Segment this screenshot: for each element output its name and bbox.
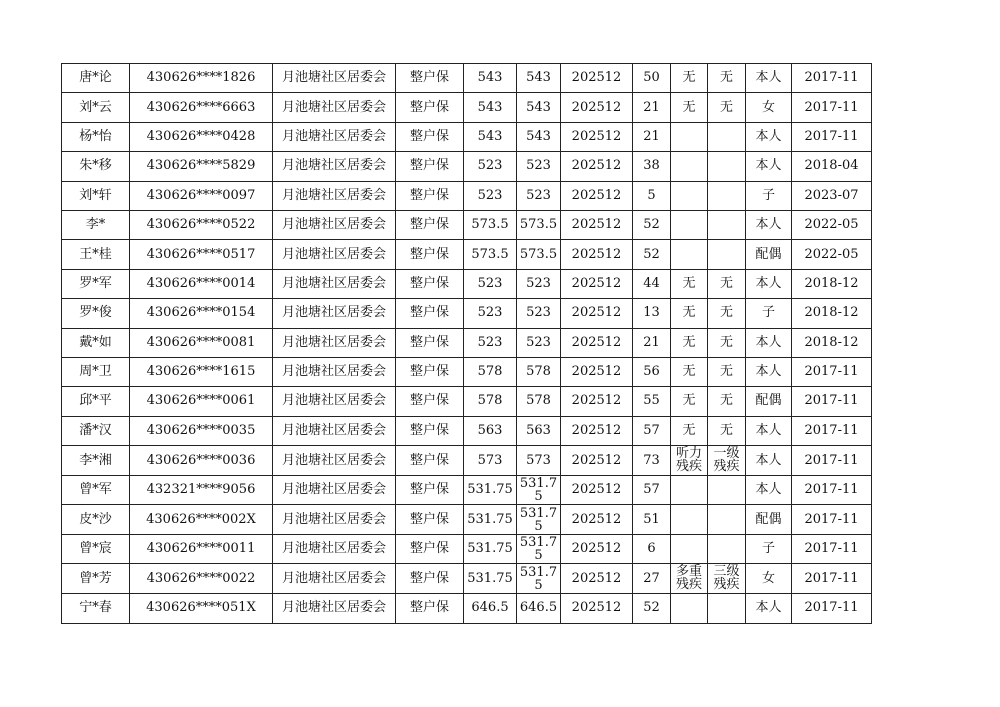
start-date-cell: 2023-07: [792, 181, 872, 210]
disability-type-cell: [671, 181, 708, 210]
disability-level-cell: [708, 210, 746, 239]
age-cell: 51: [633, 505, 671, 534]
start-date-cell: 2017-11: [792, 387, 872, 416]
name-cell: 李*湘: [62, 446, 130, 476]
payment-amount-cell: 578: [517, 387, 561, 416]
assistance-type-cell: 整户保: [396, 534, 464, 563]
id-number-cell: 430626****0517: [130, 240, 273, 269]
community-cell: 月池塘社区居委会: [273, 564, 396, 594]
community-cell: 月池塘社区居委会: [273, 299, 396, 328]
table-row: [62, 564, 872, 594]
disability-level-cell: [708, 181, 746, 210]
period-cell: 202512: [561, 181, 633, 210]
community-cell: 月池塘社区居委会: [273, 64, 396, 93]
age-cell: 57: [633, 416, 671, 445]
period-cell: 202512: [561, 122, 633, 151]
id-number-cell: 430626****5829: [130, 152, 273, 181]
disability-type-cell: 听力残疾: [671, 446, 708, 476]
age-cell: 52: [633, 240, 671, 269]
disability-level-cell: [708, 152, 746, 181]
start-date-cell: 2018-12: [792, 299, 872, 328]
disability-level-cell: [708, 594, 746, 623]
assistance-type-cell: 整户保: [396, 122, 464, 151]
payment-amount-cell: 523: [517, 152, 561, 181]
period-cell: 202512: [561, 240, 633, 269]
name-cell: 刘*云: [62, 93, 130, 122]
age-cell: 38: [633, 152, 671, 181]
disability-level-cell: [708, 476, 746, 505]
start-date-cell: 2017-11: [792, 416, 872, 445]
period-cell: 202512: [561, 64, 633, 93]
table-row: [62, 446, 872, 476]
relation-cell: 女: [746, 564, 792, 594]
name-cell: 李*: [62, 210, 130, 239]
relation-cell: 子: [746, 181, 792, 210]
table-row: [62, 594, 872, 623]
disability-level-cell: 无: [708, 269, 746, 298]
start-date-cell: 2017-11: [792, 476, 872, 505]
disability-level-cell: 无: [708, 387, 746, 416]
table-row: [62, 299, 872, 328]
relation-cell: 女: [746, 93, 792, 122]
start-date-cell: 2017-11: [792, 122, 872, 151]
assistance-type-cell: 整户保: [396, 299, 464, 328]
standard-amount-cell: 531.75: [464, 505, 517, 534]
table-row: [62, 328, 872, 357]
community-cell: 月池塘社区居委会: [273, 534, 396, 563]
community-cell: 月池塘社区居委会: [273, 93, 396, 122]
name-cell: 王*桂: [62, 240, 130, 269]
period-cell: 202512: [561, 357, 633, 386]
payment-amount-cell: 573.5: [517, 240, 561, 269]
disability-level-cell: 三级残疾: [708, 564, 746, 594]
age-cell: 21: [633, 328, 671, 357]
disability-type-cell: 无: [671, 64, 708, 93]
age-cell: 44: [633, 269, 671, 298]
table-body: [62, 64, 872, 624]
relation-cell: 本人: [746, 476, 792, 505]
relation-cell: 本人: [746, 594, 792, 623]
id-number-cell: 430626****0522: [130, 210, 273, 239]
payment-amount-cell: 578: [517, 357, 561, 386]
standard-amount-cell: 523: [464, 152, 517, 181]
relation-cell: 本人: [746, 210, 792, 239]
id-number-cell: 430626****0097: [130, 181, 273, 210]
standard-amount-cell: 523: [464, 328, 517, 357]
disability-level-cell: [708, 240, 746, 269]
age-cell: 73: [633, 446, 671, 476]
payment-amount-cell: 523: [517, 181, 561, 210]
period-cell: 202512: [561, 416, 633, 445]
disability-type-cell: [671, 210, 708, 239]
start-date-cell: 2018-04: [792, 152, 872, 181]
relation-cell: 本人: [746, 328, 792, 357]
start-date-cell: 2017-11: [792, 564, 872, 594]
id-number-cell: 430626****0035: [130, 416, 273, 445]
start-date-cell: 2017-11: [792, 594, 872, 623]
disability-level-cell: 无: [708, 93, 746, 122]
id-number-cell: 432321****9056: [130, 476, 273, 505]
table-row: [62, 534, 872, 563]
name-cell: 杨*怡: [62, 122, 130, 151]
disability-level-cell: 无: [708, 357, 746, 386]
period-cell: 202512: [561, 93, 633, 122]
community-cell: 月池塘社区居委会: [273, 269, 396, 298]
payment-amount-cell: 531.75: [517, 505, 561, 534]
disability-type-cell: [671, 476, 708, 505]
table-row: [62, 476, 872, 505]
disability-type-cell: [671, 152, 708, 181]
relation-cell: 子: [746, 299, 792, 328]
name-cell: 邱*平: [62, 387, 130, 416]
standard-amount-cell: 531.75: [464, 564, 517, 594]
disability-type-cell: 无: [671, 357, 708, 386]
payment-amount-cell: 543: [517, 93, 561, 122]
disability-level-cell: 无: [708, 416, 746, 445]
period-cell: 202512: [561, 387, 633, 416]
start-date-cell: 2022-05: [792, 210, 872, 239]
assistance-type-cell: 整户保: [396, 505, 464, 534]
relation-cell: 本人: [746, 416, 792, 445]
assistance-type-cell: 整户保: [396, 240, 464, 269]
standard-amount-cell: 543: [464, 122, 517, 151]
disability-level-cell: 一级残疾: [708, 446, 746, 476]
relation-cell: 本人: [746, 357, 792, 386]
name-cell: 周*卫: [62, 357, 130, 386]
period-cell: 202512: [561, 328, 633, 357]
disability-type-cell: [671, 534, 708, 563]
period-cell: 202512: [561, 210, 633, 239]
payment-amount-cell: 523: [517, 328, 561, 357]
standard-amount-cell: 578: [464, 387, 517, 416]
community-cell: 月池塘社区居委会: [273, 328, 396, 357]
standard-amount-cell: 523: [464, 181, 517, 210]
payment-amount-cell: 531.75: [517, 534, 561, 563]
relation-cell: 配偶: [746, 505, 792, 534]
age-cell: 21: [633, 122, 671, 151]
relation-cell: 子: [746, 534, 792, 563]
community-cell: 月池塘社区居委会: [273, 594, 396, 623]
table-row: [62, 93, 872, 122]
table-row: [62, 269, 872, 298]
start-date-cell: 2017-11: [792, 534, 872, 563]
start-date-cell: 2018-12: [792, 328, 872, 357]
name-cell: 罗*军: [62, 269, 130, 298]
standard-amount-cell: 573.5: [464, 210, 517, 239]
age-cell: 13: [633, 299, 671, 328]
start-date-cell: 2022-05: [792, 240, 872, 269]
community-cell: 月池塘社区居委会: [273, 152, 396, 181]
assistance-type-cell: 整户保: [396, 210, 464, 239]
standard-amount-cell: 573: [464, 446, 517, 476]
community-cell: 月池塘社区居委会: [273, 446, 396, 476]
start-date-cell: 2017-11: [792, 64, 872, 93]
payment-amount-cell: 523: [517, 269, 561, 298]
community-cell: 月池塘社区居委会: [273, 476, 396, 505]
community-cell: 月池塘社区居委会: [273, 210, 396, 239]
table-row: [62, 240, 872, 269]
assistance-type-cell: 整户保: [396, 564, 464, 594]
disability-type-cell: 无: [671, 416, 708, 445]
disability-type-cell: 无: [671, 299, 708, 328]
relation-cell: 本人: [746, 152, 792, 181]
start-date-cell: 2017-11: [792, 357, 872, 386]
name-cell: 皮*沙: [62, 505, 130, 534]
period-cell: 202512: [561, 269, 633, 298]
age-cell: 52: [633, 210, 671, 239]
id-number-cell: 430626****0014: [130, 269, 273, 298]
table-row: [62, 122, 872, 151]
relation-cell: 本人: [746, 122, 792, 151]
payment-amount-cell: 563: [517, 416, 561, 445]
disability-level-cell: 无: [708, 299, 746, 328]
start-date-cell: 2017-11: [792, 505, 872, 534]
assistance-type-cell: 整户保: [396, 476, 464, 505]
disability-type-cell: 无: [671, 387, 708, 416]
id-number-cell: 430626****1615: [130, 357, 273, 386]
standard-amount-cell: 543: [464, 93, 517, 122]
period-cell: 202512: [561, 564, 633, 594]
period-cell: 202512: [561, 594, 633, 623]
age-cell: 27: [633, 564, 671, 594]
table-row: [62, 416, 872, 445]
assistance-type-cell: 整户保: [396, 181, 464, 210]
age-cell: 21: [633, 93, 671, 122]
disability-type-cell: 无: [671, 269, 708, 298]
community-cell: 月池塘社区居委会: [273, 416, 396, 445]
name-cell: 曾*宸: [62, 534, 130, 563]
age-cell: 57: [633, 476, 671, 505]
name-cell: 朱*移: [62, 152, 130, 181]
age-cell: 6: [633, 534, 671, 563]
id-number-cell: 430626****0081: [130, 328, 273, 357]
community-cell: 月池塘社区居委会: [273, 181, 396, 210]
period-cell: 202512: [561, 152, 633, 181]
standard-amount-cell: 523: [464, 269, 517, 298]
assistance-type-cell: 整户保: [396, 594, 464, 623]
payment-amount-cell: 573.5: [517, 210, 561, 239]
age-cell: 52: [633, 594, 671, 623]
period-cell: 202512: [561, 534, 633, 563]
assistance-type-cell: 整户保: [396, 357, 464, 386]
standard-amount-cell: 573.5: [464, 240, 517, 269]
standard-amount-cell: 523: [464, 299, 517, 328]
disability-level-cell: [708, 505, 746, 534]
standard-amount-cell: 531.75: [464, 534, 517, 563]
name-cell: 刘*轩: [62, 181, 130, 210]
name-cell: 唐*论: [62, 64, 130, 93]
period-cell: 202512: [561, 299, 633, 328]
table-row: [62, 64, 872, 93]
disability-type-cell: 无: [671, 93, 708, 122]
disability-type-cell: [671, 240, 708, 269]
name-cell: 宁*春: [62, 594, 130, 623]
table-row: [62, 505, 872, 534]
assistance-type-cell: 整户保: [396, 64, 464, 93]
assistance-type-cell: 整户保: [396, 387, 464, 416]
disability-type-cell: [671, 594, 708, 623]
payment-amount-cell: 646.5: [517, 594, 561, 623]
payment-amount-cell: 531.75: [517, 476, 561, 505]
table-row: [62, 181, 872, 210]
table-row: [62, 210, 872, 239]
assistance-type-cell: 整户保: [396, 416, 464, 445]
standard-amount-cell: 531.75: [464, 476, 517, 505]
payment-amount-cell: 543: [517, 64, 561, 93]
id-number-cell: 430626****0036: [130, 446, 273, 476]
table-row: [62, 387, 872, 416]
standard-amount-cell: 543: [464, 64, 517, 93]
disability-type-cell: 无: [671, 328, 708, 357]
disability-level-cell: [708, 122, 746, 151]
id-number-cell: 430626****002X: [130, 505, 273, 534]
assistance-type-cell: 整户保: [396, 328, 464, 357]
standard-amount-cell: 578: [464, 357, 517, 386]
relation-cell: 配偶: [746, 240, 792, 269]
id-number-cell: 430626****6663: [130, 93, 273, 122]
name-cell: 曾*军: [62, 476, 130, 505]
period-cell: 202512: [561, 476, 633, 505]
age-cell: 55: [633, 387, 671, 416]
name-cell: 罗*俊: [62, 299, 130, 328]
payment-amount-cell: 523: [517, 299, 561, 328]
community-cell: 月池塘社区居委会: [273, 240, 396, 269]
name-cell: 潘*汉: [62, 416, 130, 445]
id-number-cell: 430626****0022: [130, 564, 273, 594]
id-number-cell: 430626****1826: [130, 64, 273, 93]
payment-amount-cell: 543: [517, 122, 561, 151]
id-number-cell: 430626****051X: [130, 594, 273, 623]
disability-type-cell: 多重残疾: [671, 564, 708, 594]
community-cell: 月池塘社区居委会: [273, 122, 396, 151]
name-cell: 曾*芳: [62, 564, 130, 594]
assistance-type-cell: 整户保: [396, 269, 464, 298]
disability-type-cell: [671, 122, 708, 151]
community-cell: 月池塘社区居委会: [273, 505, 396, 534]
start-date-cell: 2017-11: [792, 446, 872, 476]
age-cell: 50: [633, 64, 671, 93]
id-number-cell: 430626****0061: [130, 387, 273, 416]
id-number-cell: 430626****0154: [130, 299, 273, 328]
relation-cell: 本人: [746, 64, 792, 93]
age-cell: 56: [633, 357, 671, 386]
table-row: [62, 152, 872, 181]
table-row: [62, 357, 872, 386]
standard-amount-cell: 646.5: [464, 594, 517, 623]
disability-type-cell: [671, 505, 708, 534]
relation-cell: 配偶: [746, 387, 792, 416]
community-cell: 月池塘社区居委会: [273, 357, 396, 386]
age-cell: 5: [633, 181, 671, 210]
standard-amount-cell: 563: [464, 416, 517, 445]
id-number-cell: 430626****0428: [130, 122, 273, 151]
disability-level-cell: 无: [708, 64, 746, 93]
id-number-cell: 430626****0011: [130, 534, 273, 563]
community-cell: 月池塘社区居委会: [273, 387, 396, 416]
assistance-type-cell: 整户保: [396, 93, 464, 122]
payment-amount-cell: 531.75: [517, 564, 561, 594]
start-date-cell: 2018-12: [792, 269, 872, 298]
payment-amount-cell: 573: [517, 446, 561, 476]
assistance-type-cell: 整户保: [396, 446, 464, 476]
name-cell: 戴*如: [62, 328, 130, 357]
relation-cell: 本人: [746, 446, 792, 476]
assistance-type-cell: 整户保: [396, 152, 464, 181]
disability-level-cell: 无: [708, 328, 746, 357]
disability-level-cell: [708, 534, 746, 563]
period-cell: 202512: [561, 446, 633, 476]
start-date-cell: 2017-11: [792, 93, 872, 122]
relation-cell: 本人: [746, 269, 792, 298]
period-cell: 202512: [561, 505, 633, 534]
data-table: [61, 63, 872, 624]
